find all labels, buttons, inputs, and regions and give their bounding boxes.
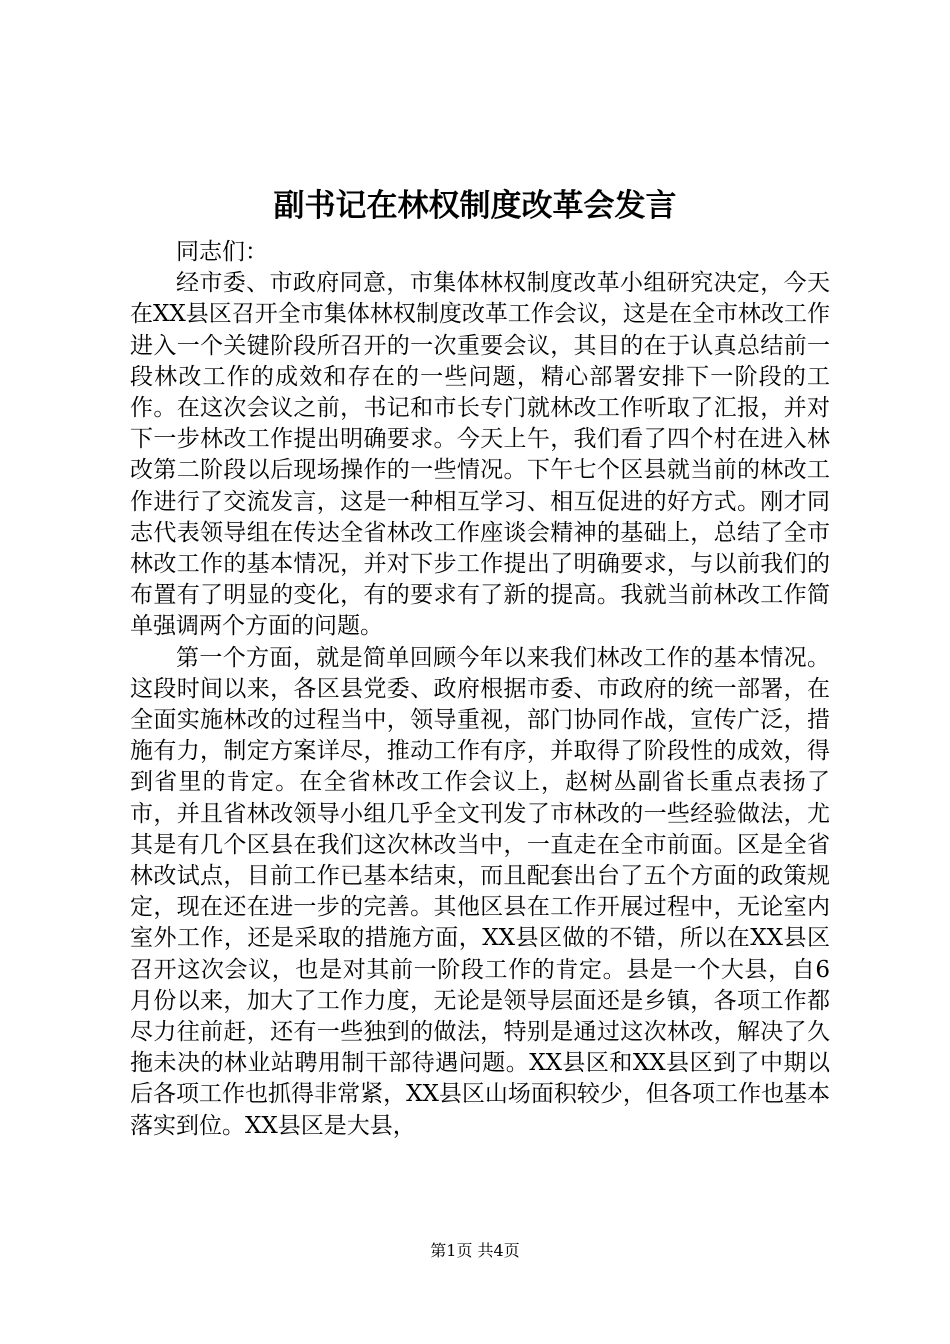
body-paragraph: 经市委、市政府同意，市集体林权制度改革小组研究决定，今天在XX县区召开全市集体林权制度改革工作会议，这是在全市林改工作进入一个关键阶段所召开的一次重要会议，其目的在于认真总结前一段林改工作的成效和存在的一些问题，精心部署安排下一阶段的工作。在这次会议之前，书记和市长专门就林改工作听取了汇报，并对下一步林改工作提出明确要求。今天上午，我们看了四个村在进入林改第二阶段以后现场操作的一些情况。下午七个区县就当前的林改工作进行了交流发言，这是一种相互学习、相互促进的好方式。刚才同志代表领导组在传达全省林改工作座谈会精神的基础上，总结了全市林改工作的基本情况，并对下步工作提出了明确要求，与以前我们的布置有了明显的变化，有的要求有了新的提高。我就当前林改工作简单强调两个方面的问题。 bbox=[130, 270, 830, 640]
document-body bbox=[130, 237, 830, 1142]
document-title: 副书记在林权制度改革会发言 bbox=[273, 188, 677, 224]
page-number-footer: 第1页 共4页 bbox=[430, 1241, 520, 1260]
salutation-paragraph: 同志们： bbox=[176, 239, 268, 265]
body-paragraph: 第一个方面，就是简单回顾今年以来我们林改工作的基本情况。这段时间以来，各区县党委、政府根据市委、市政府的统一部署，在全面实施林改的过程当中，领导重视，部门协同作战，宣传广泛，措施有力，制定方案详尽，推动工作有序，并取得了阶段性的成效，得到省里的肯定。在全省林改工作会议上，赵树丛副省长重点表扬了市，并且省林改领导小组几乎全文刊发了市林改的一些经验做法，尤其是有几个区县在我们这次林改当中，一直走在全市前面。区是全省林改试点，目前工作已基本结束，而且配套出台了五个方面的政策规定，现在还在进一步的完善。其他区县在工作开展过程中，无论室内室外工作，还是采取的措施方面，XX县区做的不错，所以在XX县区召开这次会议，也是对其前一阶段工作的肯定。县是一个大县，自6月份以来，加大了工作力度，无论是领导层面还是乡镇，各项工作都尽力往前赶，还有一些独到的做法，特别是通过这次林改，解决了久拖未决的林业站聘用制干部待遇问题。XX县区和XX县区到了中期以后各项工作也抓得非常紧，XX县区山场面积较少，但各项工作也基本落实到位。XX县区是大县， bbox=[130, 644, 830, 1139]
